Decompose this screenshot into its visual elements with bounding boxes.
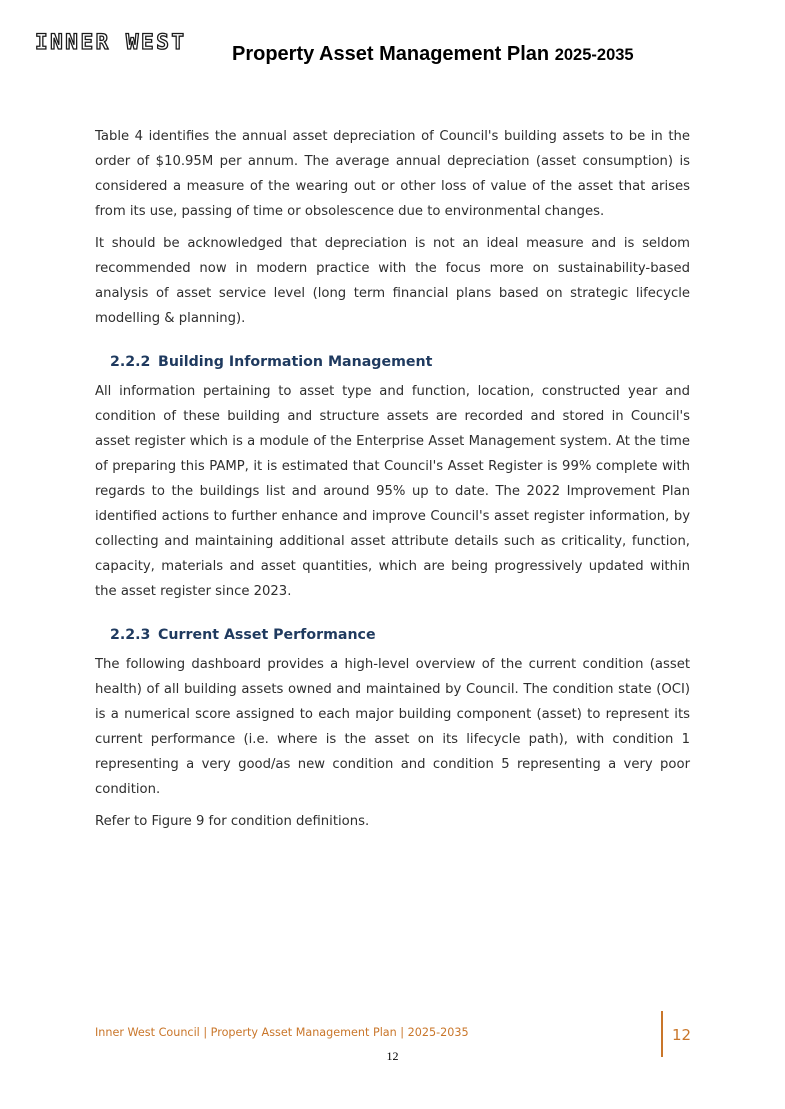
paragraph-depreciation-note: It should be acknowledged that depreciation is not an ideal measure and is seldom recommended now in modern practice with the focus more on sustainability-based analysis of asset service level (long term financial plans based on strategic lifecycle modelling & planning). (95, 236, 690, 326)
footer-page-number: 12 (672, 1026, 692, 1044)
section-number: 2.2.3 (110, 627, 151, 643)
section-heading-building-information (110, 350, 690, 374)
page-content (95, 124, 690, 841)
section-title: Building Information Management (158, 354, 433, 370)
page-number: 12 (386, 1049, 399, 1063)
title-text: Property Asset Management Plan (232, 43, 550, 65)
inner-west-logo (35, 31, 187, 53)
section-title: Current Asset Performance (158, 627, 376, 643)
document-title (232, 43, 634, 66)
paragraph-depreciation: Table 4 identifies the annual asset depreciation of Council's building assets to be in the order of $10.95M per annum. The average annual depreciation (asset consumption) is considered a measure of the wearing out or other loss of value of the asset that arises from its use, passing of time or obsolescence due to environmental changes. (95, 129, 690, 219)
paragraph-building-information: All information pertaining to asset type and function, location, constructed year and condition of these building and structure assets are recorded and stored in Council's asset register which is a module of the Enterprise Asset Management system. At the time of preparing this PAMP, it is estimated that Council's Asset Register is 99% complete with regards to the buildings list and around 95% up to date. The 2022 Improvement Plan identified actions to further enhance and improve Council's asset register information, by collecting and maintaining additional asset attribute details such as criticality, function, capacity, materials and asset quantities, which are being progressively updated within the asset register since 2023. (95, 384, 690, 599)
svg-text:INNER WEST: INNER WEST (35, 31, 185, 53)
section-heading-asset-performance (110, 623, 690, 647)
section-number: 2.2.2 (110, 354, 151, 370)
footer-text: Inner West Council | Property Asset Management Plan | 2025-2035 (95, 1026, 469, 1039)
title-years: 2025-2035 (554, 46, 634, 64)
paragraph-asset-performance: The following dashboard provides a high-level overview of the current condition (asset health) of all building assets owned and maintained by Council. The condition state (OCI) is a numerical score assigned to each major building component (asset) to represent its current performance (i.e. where is the asset on its lifecycle path), with condition 1 representing a very good/as new condition and condition 5 representing a very poor condition. (95, 657, 690, 797)
paragraph-figure-reference: Refer to Figure 9 for condition definitions. (95, 814, 370, 829)
